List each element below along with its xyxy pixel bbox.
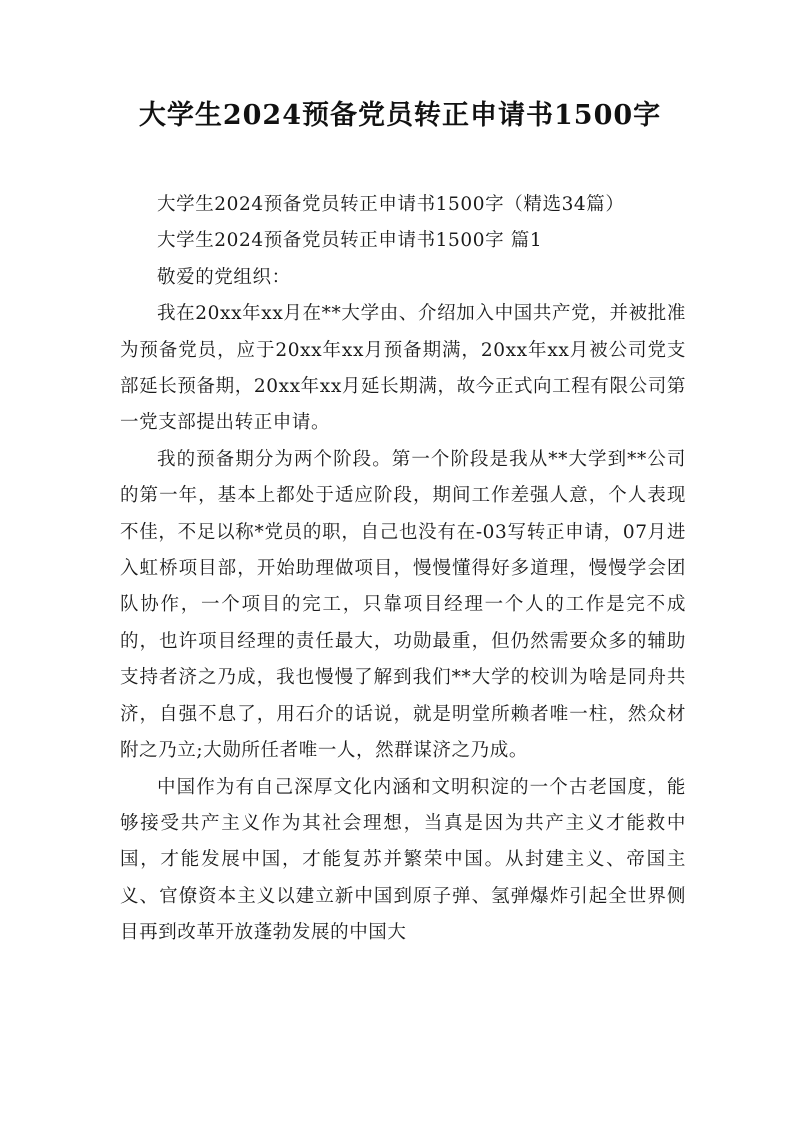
paragraph-1: 我在20xx年xx月在**大学由、介绍加入中国共产党，并被批准为预备党员，应于20xx年xx月预备期满，20xx年xx月被公司党支部延长预备期，20xx年xx月延长期满，故今正式向工程有限公司第一党支部提出转正申请。 bbox=[120, 303, 686, 434]
subtitle-line: 大学生2024预备党员转正申请书1500字（精选34篇） bbox=[157, 194, 625, 215]
paragraph-3: 中国作为有自己深厚文化内涵和文明积淀的一个古老国度，能够接受共产主义作为其社会理想，当真是因为共产主义才能救中国，才能发展中国，才能复苏并繁荣中国。从封建主义、帝国主义、官僚资本主义以建立新中国到原子弹、氢弹爆炸引起全世界侧目再到改革开放蓬勃发展的中国大 bbox=[120, 776, 686, 944]
paragraph-2: 我的预备期分为两个阶段。第一个阶段是我从**大学到**公司的第一年，基本上都处于适应阶段，期间工作差强人意，个人表现不佳，不足以称*党员的职，自己也没有在-03写转正申请，07月进入虹桥项目部，开始助理做项目，慢慢懂得好多道理，慢慢学会团队协作，一个项目的完工，只靠项目经理一个人的工作是完不成的，也许项目经理的责任最大，功勋最重，但仍然需要众多的辅助支持者济之乃成，我也慢慢了解到我们**大学的校训为啥是同舟共济，自强不息了，用石介的话说，就是明堂所赖者唯一柱，然众材附之乃立;大勋所任者唯一人，然群谋济之乃成。 bbox=[120, 448, 686, 762]
salutation: 敬爱的党组织： bbox=[157, 266, 291, 288]
document-body bbox=[120, 187, 686, 952]
section-heading: 大学生2024预备党员转正申请书1500字 篇1 bbox=[157, 230, 543, 252]
document-title: 大学生2024预备党员转正申请书1500字 bbox=[138, 100, 662, 131]
